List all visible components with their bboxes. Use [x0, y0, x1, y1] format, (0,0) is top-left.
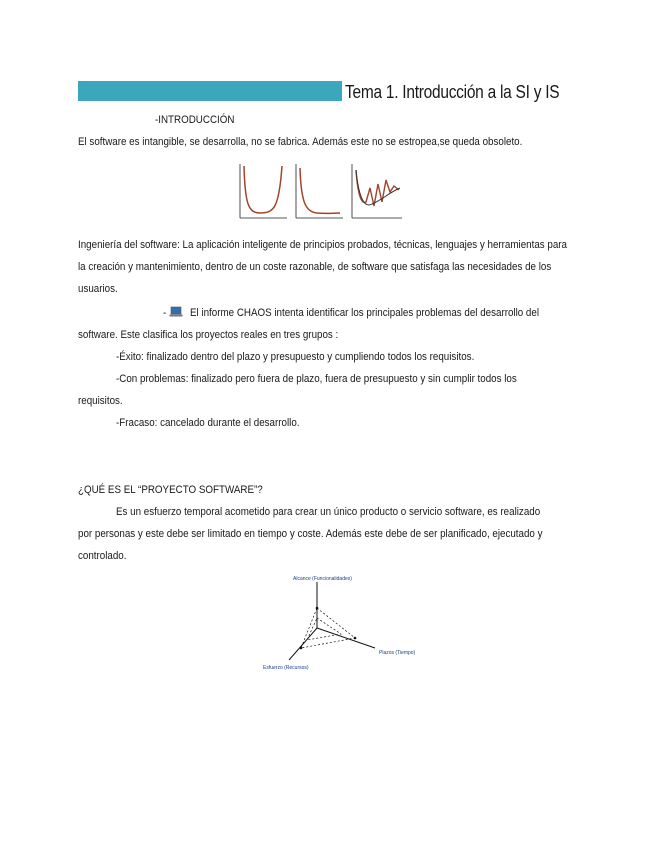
axis-label-esfuerzo: Esfuerzo (Recursos) [263, 665, 309, 671]
title-accent-bar [78, 81, 342, 101]
chaos-item-con-problemas: -Con problemas: finalizado pero fuera de plazo, fuera de presupuesto y sin cumplir todos los [116, 373, 517, 385]
software-failure-curve-graph [352, 164, 402, 218]
definition-paragraph: Ingeniería del software: La aplicación inteligente de principios probados, técnicas, lenguajes y herramientas para la creación y mantenimiento, dentro de un coste razonable, de software que satisfaga las necesidades de los usuarios. [78, 239, 568, 295]
project-line-3: controlado. [78, 550, 127, 562]
axis-label-plazos: Plazos (Tiempo) [379, 650, 416, 656]
chaos-line-2: software. Este clasifica los proyectos reales en tres grupos : [78, 329, 339, 341]
chaos-line-1: El informe CHAOS intenta identificar los principales problemas del desarrollo del [190, 307, 540, 319]
chaos-dash: - [163, 307, 167, 319]
intro-paragraph: El software es intangible, se desarrolla, no se fabrica. Además este no se estropea,se queda obsoleto. [78, 136, 523, 148]
decaying-curve-graph [296, 164, 343, 218]
project-line-2: por personas y este debe ser limitado en tiempo y coste. Además este debe de ser planificado, ejecutado y [78, 528, 543, 540]
chaos-item-exito: -Éxito: finalizado dentro del plazo y presupuesto y cumpliendo todos los requisitos. [116, 351, 475, 363]
section-heading-intro: -INTRODUCCIÓN [155, 114, 235, 126]
section-heading-project: ¿QUÉ ES EL “PROYECTO SOFTWARE”? [78, 484, 263, 496]
laptop-icon [169, 306, 183, 318]
chaos-item-con-problemas-cont: requisitos. [78, 395, 123, 407]
chaos-item-fracaso: -Fracaso: cancelado durante el desarrollo. [116, 417, 300, 429]
bathtub-curve-graph [240, 164, 287, 218]
page-title: Tema 1. Introducción a la SI y IS [345, 82, 560, 102]
project-constraints-figure [255, 568, 435, 678]
failure-curves-figure [232, 158, 408, 230]
project-line-1: Es un esfuerzo temporal acometido para crear un único producto o servicio software, es realizado [116, 506, 541, 518]
axis-label-alcance: Alcance (Funcionalidades) [293, 576, 352, 582]
